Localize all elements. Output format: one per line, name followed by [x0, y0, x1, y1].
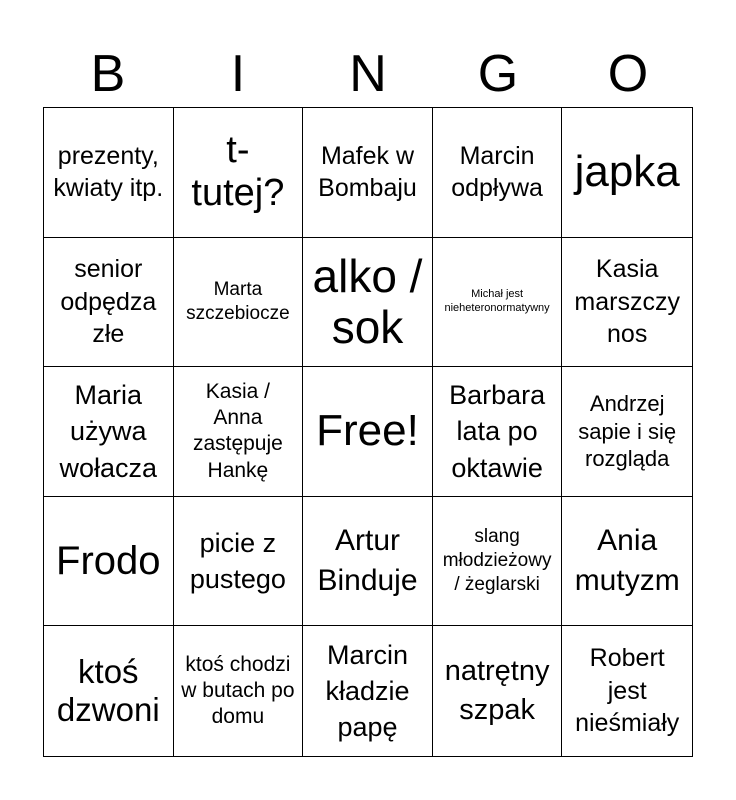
cell-text: slang młodzieżowy / żeglarski: [442, 526, 552, 595]
cell-text: Maria używa wołacza: [59, 379, 158, 483]
bingo-cell[interactable]: [44, 238, 174, 368]
bingo-header: [43, 40, 693, 108]
cell-text: Barbara lata po oktawie: [449, 379, 546, 483]
bingo-cell[interactable]: [303, 108, 433, 238]
bingo-cell[interactable]: [303, 497, 433, 627]
bingo-cell[interactable]: [562, 238, 692, 368]
bingo-cell[interactable]: [174, 367, 304, 497]
cell-text: Free!: [316, 406, 419, 456]
header-letter-i: I: [230, 45, 246, 103]
header-letter-b: B: [90, 45, 126, 103]
cell-text: senior odpędza złe: [60, 255, 157, 349]
cell-text: Mafek w Bombaju: [318, 141, 417, 203]
bingo-board: [43, 107, 693, 757]
bingo-cell[interactable]: [44, 626, 174, 756]
bingo-cell[interactable]: [44, 367, 174, 497]
cell-text: Frodo: [56, 539, 161, 584]
cell-text: Ania mutyzm: [574, 523, 680, 598]
cell-text: Marta szczebiocze: [186, 279, 290, 324]
bingo-cell[interactable]: [562, 626, 692, 756]
cell-text: alko / sok: [312, 250, 423, 353]
cell-text: Robert jest nieśmiały: [575, 644, 680, 738]
bingo-cell[interactable]: [433, 367, 563, 497]
cell-text: Kasia / Anna zastępuje Hankę: [192, 379, 283, 482]
bingo-cell[interactable]: [174, 497, 304, 627]
bingo-cell[interactable]: [303, 367, 433, 497]
cell-text: Marcin kładzie papę: [325, 639, 410, 743]
bingo-cell[interactable]: [174, 238, 304, 368]
cell-text: prezenty, kwiaty itp.: [53, 141, 164, 203]
bingo-cell[interactable]: [433, 108, 563, 238]
cell-text: picie z pustego: [189, 527, 286, 595]
bingo-cell[interactable]: [44, 497, 174, 627]
bingo-cell[interactable]: [433, 238, 563, 368]
cell-text: ktoś dzwoni: [56, 653, 160, 729]
bingo-cell[interactable]: [303, 238, 433, 368]
cell-text: Marcin odpływa: [451, 141, 543, 203]
header-letter-n: N: [349, 45, 387, 103]
bingo-cell[interactable]: [303, 626, 433, 756]
bingo-cell[interactable]: [433, 626, 563, 756]
bingo-cell[interactable]: [174, 108, 304, 238]
cell-text: Kasia marszczy nos: [574, 255, 680, 349]
header-letter-o: O: [607, 45, 649, 103]
bingo-cell[interactable]: [562, 497, 692, 627]
bingo-cell[interactable]: [44, 108, 174, 238]
cell-text: natrętny szpak: [444, 655, 550, 727]
bingo-cell[interactable]: [433, 497, 563, 627]
bingo-cell[interactable]: [562, 108, 692, 238]
cell-text: japka: [574, 147, 680, 196]
bingo-cell[interactable]: [174, 626, 304, 756]
bingo-cell[interactable]: [562, 367, 692, 497]
cell-text: ktoś chodzi w butach po domu: [181, 652, 295, 729]
header-letter-g: G: [477, 45, 519, 103]
cell-text: Artur Binduje: [317, 523, 418, 598]
cell-text: t-tutej?: [191, 128, 285, 215]
cell-text: Michał jest nieheteronormatywny: [444, 288, 550, 314]
cell-text: Andrzej sapie i się rozgląda: [578, 391, 677, 472]
